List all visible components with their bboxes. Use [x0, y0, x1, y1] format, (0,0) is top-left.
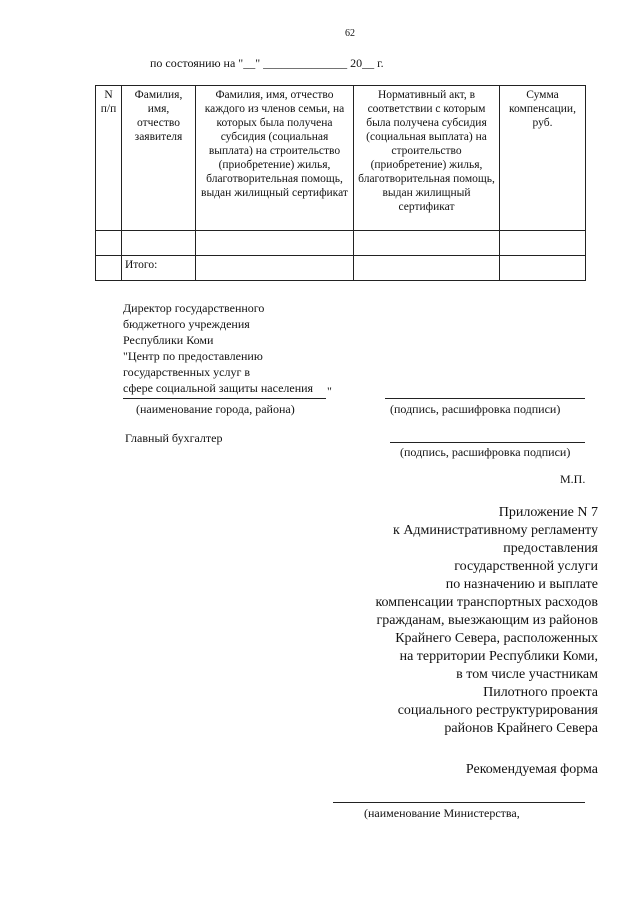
appendix-line: по назначению и выплате [445, 577, 598, 592]
col-header-normative-act: Нормативный акт, в соответствии с которым была получена субсидия (социальная выплата) на строительство (приобретение) жилья, благотворительная помощь, выдан жилищный сертификат [354, 86, 500, 231]
city-caption: (наименование города, района) [136, 402, 295, 416]
compensation-table [95, 85, 586, 281]
total-label: Итого: [122, 256, 196, 281]
appendix-line: к Административному регламенту [393, 523, 598, 538]
director-line: "Центр по предоставлению [123, 349, 263, 363]
appendix-line: Приложение N 7 [498, 505, 598, 520]
appendix-line: социального реструктурирования [397, 703, 598, 718]
ministry-caption: (наименование Министерства, [364, 806, 520, 820]
table-cell [354, 256, 500, 281]
table-cell [500, 231, 586, 256]
appendix-line: государственной услуги [454, 559, 598, 574]
appendix-line: Крайнего Севера, расположенных [395, 631, 598, 646]
accountant-signature-caption: (подпись, расшифровка подписи) [400, 445, 571, 459]
table-cell [196, 231, 354, 256]
table-cell [96, 256, 122, 281]
appendix-line: на территории Республики Коми, [399, 649, 598, 664]
as-of-date-line: по состоянию на "__" ______________ 20__ г. [150, 56, 384, 70]
accountant-signature-line [390, 442, 585, 443]
table-header-row [96, 86, 586, 231]
appendix-line: предоставления [503, 541, 598, 556]
appendix-line: в том числе участникам [456, 667, 598, 682]
table-row [96, 231, 586, 256]
director-title [123, 300, 313, 396]
director-line: сфере социальной защиты населения [123, 381, 314, 395]
col-header-number: N п/п [96, 86, 122, 231]
appendix-line: районов Крайнего Севера [444, 721, 598, 736]
appendix-line: гражданам, выезжающим из районов [376, 613, 598, 628]
col-header-family-members: Фамилия, имя, отчество каждого из членов семьи, на которых была получена субсидия (социальная выплата) на строительство (приобретение) жилья, благотворительная помощь, выдан жилищный сертификат [196, 86, 354, 231]
appendix-line: Пилотного проекта [483, 685, 598, 700]
chief-accountant-label: Главный бухгалтер [125, 431, 223, 445]
table-total-row [96, 256, 586, 281]
director-signature-line [385, 398, 585, 399]
appendix-line: компенсации транспортных расходов [375, 595, 598, 610]
appendix-heading [375, 504, 598, 738]
table-cell [500, 256, 586, 281]
ministry-name-line [333, 802, 585, 803]
stamp-label: М.П. [560, 472, 586, 486]
director-signature-caption: (подпись, расшифровка подписи) [390, 402, 561, 416]
col-header-applicant: Фамилия, имя, отчество заявителя [122, 86, 196, 231]
director-line: Директор государственного [123, 301, 265, 315]
table-cell [196, 256, 354, 281]
director-line: Республики Коми [123, 333, 214, 347]
director-line: государственных услуг в [123, 365, 251, 379]
table-cell [96, 231, 122, 256]
table-cell [122, 231, 196, 256]
page-number: 62 [345, 28, 355, 39]
director-line: бюджетного учреждения [123, 317, 250, 331]
closing-quote: " [327, 384, 332, 398]
city-signature-line [123, 398, 326, 399]
table-cell [354, 231, 500, 256]
recommended-form-label: Рекомендуемая форма [465, 762, 598, 777]
col-header-amount: Сумма компенсации, руб. [500, 86, 586, 231]
